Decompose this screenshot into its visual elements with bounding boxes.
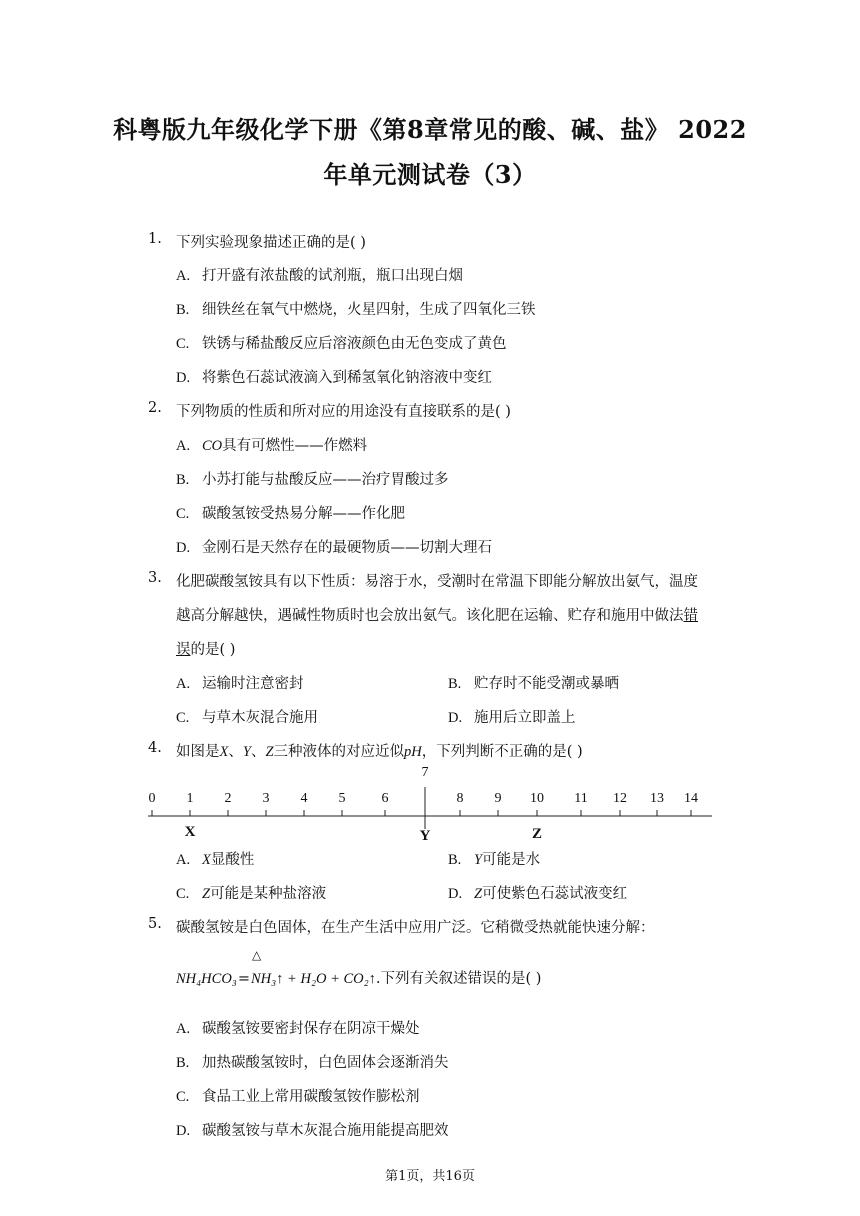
ph-scale-diagram [0, 755, 860, 845]
ph-tick-label: 5 [338, 791, 346, 806]
ph-tick-label: 13 [650, 791, 664, 806]
question-2-option-a: A. CO具有可燃性——作燃料 [176, 438, 368, 454]
question-5-option-d: D. 碳酸氢铵与草木灰混合施用能提高肥效 [176, 1123, 449, 1139]
question-3-option-b: B. 贮存时不能受潮或暴晒 [448, 676, 619, 692]
question-4-option-a: A. X显酸性 [176, 852, 255, 868]
question-1-number: 1. [148, 231, 162, 247]
ph-marker-y: Y [419, 828, 431, 844]
question-3-stem-line-3: 误的是( ) [176, 642, 236, 658]
ph-tick-label: 0 [148, 791, 156, 806]
question-1-option-b: B. 细铁丝在氧气中燃烧，火星四射，生成了四氧化三铁 [176, 302, 536, 318]
question-5-option-c: C. 食品工业上常用碳酸氢铵作膨松剂 [176, 1089, 420, 1105]
heat-symbol: △ [252, 948, 262, 962]
question-2-number: 2. [148, 400, 162, 416]
question-1-option-c: C. 铁锈与稀盐酸反应后溶液颜色由无色变成了黄色 [176, 336, 507, 352]
question-1-stem: 下列实验现象描述正确的是( ) [176, 235, 366, 251]
question-4-stem: 如图是X、Y、Z三种液体的对应近似pH，下列判断不正确的是( ) [176, 744, 583, 760]
question-3-stem-line-2: 越高分解越快，遇碱性物质时也会放出氨气。该化肥在运输、贮存和施用中做法错 [176, 608, 698, 624]
ph-tick-label: 2 [224, 791, 232, 806]
page-footer: 第1页，共16页 [385, 1169, 475, 1184]
ph-tick-label: 9 [494, 791, 502, 806]
question-5-stem-line-1: 碳酸氢铵是白色固体，在生产生活中应用广泛。它稍微受热就能快速分解： [176, 920, 655, 936]
equation-text: NH₄HCO₃=NH₃↑ + H₂O + CO₂↑.下列有关叙述错误的是( ) [176, 971, 542, 987]
reaction-equation [176, 948, 736, 988]
page-title-line-2: 年单元测试卷（3） [323, 160, 537, 189]
ph-tick-label: 6 [381, 791, 389, 806]
question-1-option-d: D. 将紫色石蕊试液滴入到稀氢氧化钠溶液中变红 [176, 370, 492, 386]
ph-tick-label: 7 [421, 765, 429, 780]
page-title-line-1: 科粤版九年级化学下册《第8章常见的酸、碱、盐》 2022 [113, 115, 747, 144]
question-5-option-a: A. 碳酸氢铵要密封保存在阴凉干燥处 [176, 1021, 420, 1037]
question-4-number: 4. [148, 740, 162, 756]
question-3-stem-line-1: 化肥碳酸氢铵具有以下性质：易溶于水，受潮时在常温下即能分解放出氨气，温度 [176, 574, 698, 590]
question-5-number: 5. [148, 916, 162, 932]
ph-marker-x: X [184, 824, 196, 840]
question-2-stem: 下列物质的性质和所对应的用途没有直接联系的是( ) [176, 404, 511, 420]
question-3-option-a: A. 运输时注意密封 [176, 676, 304, 692]
question-4-option-b: B. Y可能是水 [448, 852, 541, 868]
ph-marker-z: Z [531, 826, 543, 842]
question-4-option-c: C. Z可能是某种盐溶液 [176, 886, 327, 902]
ph-tick-label: 12 [613, 791, 627, 806]
question-2-option-b: B. 小苏打能与盐酸反应——治疗胃酸过多 [176, 472, 449, 488]
ph-tick-label: 1 [186, 791, 194, 806]
question-1-option-a: A. 打开盛有浓盐酸的试剂瓶，瓶口出现白烟 [176, 268, 463, 284]
question-4-option-d: D. Z可使紫色石蕊试液变红 [448, 886, 628, 902]
question-3-number: 3. [148, 570, 162, 586]
ph-tick-label: 11 [574, 791, 588, 806]
question-5-option-b: B. 加热碳酸氢铵时，白色固体会逐渐消失 [176, 1055, 449, 1071]
question-2-option-d: D. 金刚石是天然存在的最硬物质——切割大理石 [176, 540, 492, 556]
ph-tick-label: 4 [300, 791, 308, 806]
ph-tick-label: 8 [456, 791, 464, 806]
question-2-option-c: C. 碳酸氢铵受热易分解——作化肥 [176, 506, 405, 522]
question-3-option-c: C. 与草木灰混合施用 [176, 710, 318, 726]
ph-tick-label: 3 [262, 791, 270, 806]
ph-tick-label: 10 [530, 791, 544, 806]
ph-tick-label: 14 [684, 791, 698, 806]
question-3-option-d: D. 施用后立即盖上 [448, 710, 576, 726]
